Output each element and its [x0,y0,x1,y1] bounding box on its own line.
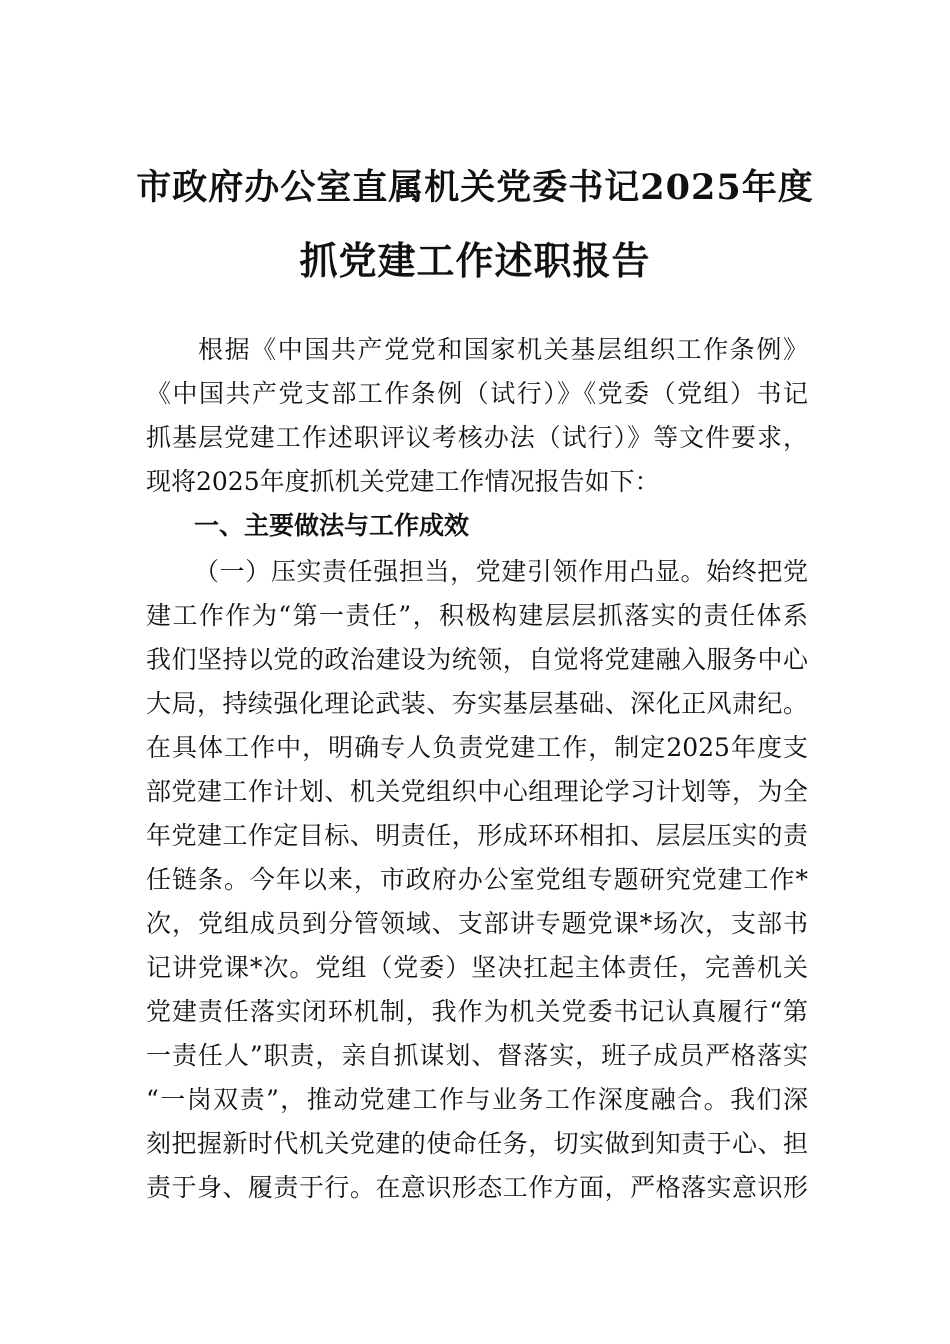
paragraph-line: 部党建工作计划、机关党组织中心组理论学习计划等，为全 [146,777,808,806]
paragraph-line: 一责任人”职责，亲自抓谋划、督落实，班子成员严格落实 [146,1041,808,1070]
title-line-1: 市政府办公室直属机关党委书记2025年度 [136,167,814,208]
paragraph-line: 刻把握新时代机关党建的使命任务，切实做到知责于心、担 [146,1129,808,1158]
paragraph-line: 党建责任落实闭环机制，我作为机关党委书记认真履行“第 [146,997,808,1026]
document-body [146,328,808,1210]
intro-line: 现将2025年度抓机关党建工作情况报告如下： [146,467,660,496]
paragraph-line: 记讲党课*次。党组（党委）坚决扛起主体责任，完善机关 [146,953,808,982]
paragraph-line: 年党建工作定目标、明责任，形成环环相扣、层层压实的责 [146,821,808,850]
intro-line: 《中国共产党支部工作条例（试行）》《党委（党组）书记 [146,379,808,408]
section-heading: 一、主要做法与工作成效 [194,511,470,540]
paragraph-line: “一岗双责”，推动党建工作与业务工作深度融合。我们深 [146,1085,808,1114]
paragraph-line: 次，党组成员到分管领域、支部讲专题党课*场次，支部书 [146,909,808,938]
paragraph-line: 在具体工作中，明确专人负责党建工作，制定2025年度支 [146,733,808,762]
paragraph-line: 我们坚持以党的政治建设为统领，自觉将党建融入服务中心 [146,645,808,674]
paragraph-line: 任链条。今年以来，市政府办公室党组专题研究党建工作* [146,865,808,894]
paragraph-line: （一）压实责任强担当，党建引领作用凸显。始终把党 [194,557,808,586]
intro-line: 根据《中国共产党党和国家机关基层组织工作条例》 [198,335,808,364]
paragraph-line: 责于身、履责于行。在意识形态工作方面，严格落实意识形 [146,1173,808,1202]
paragraph-line: 大局，持续强化理论武装、夯实基层基础、深化正风肃纪。 [146,689,808,718]
paragraph-line: 建工作作为“第一责任”，积极构建层层抓落实的责任体系 [146,601,808,630]
title-line-2: 抓党建工作述职报告 [299,238,651,283]
intro-line: 抓基层党建工作述职评议考核办法（试行）》等文件要求， [146,423,808,452]
